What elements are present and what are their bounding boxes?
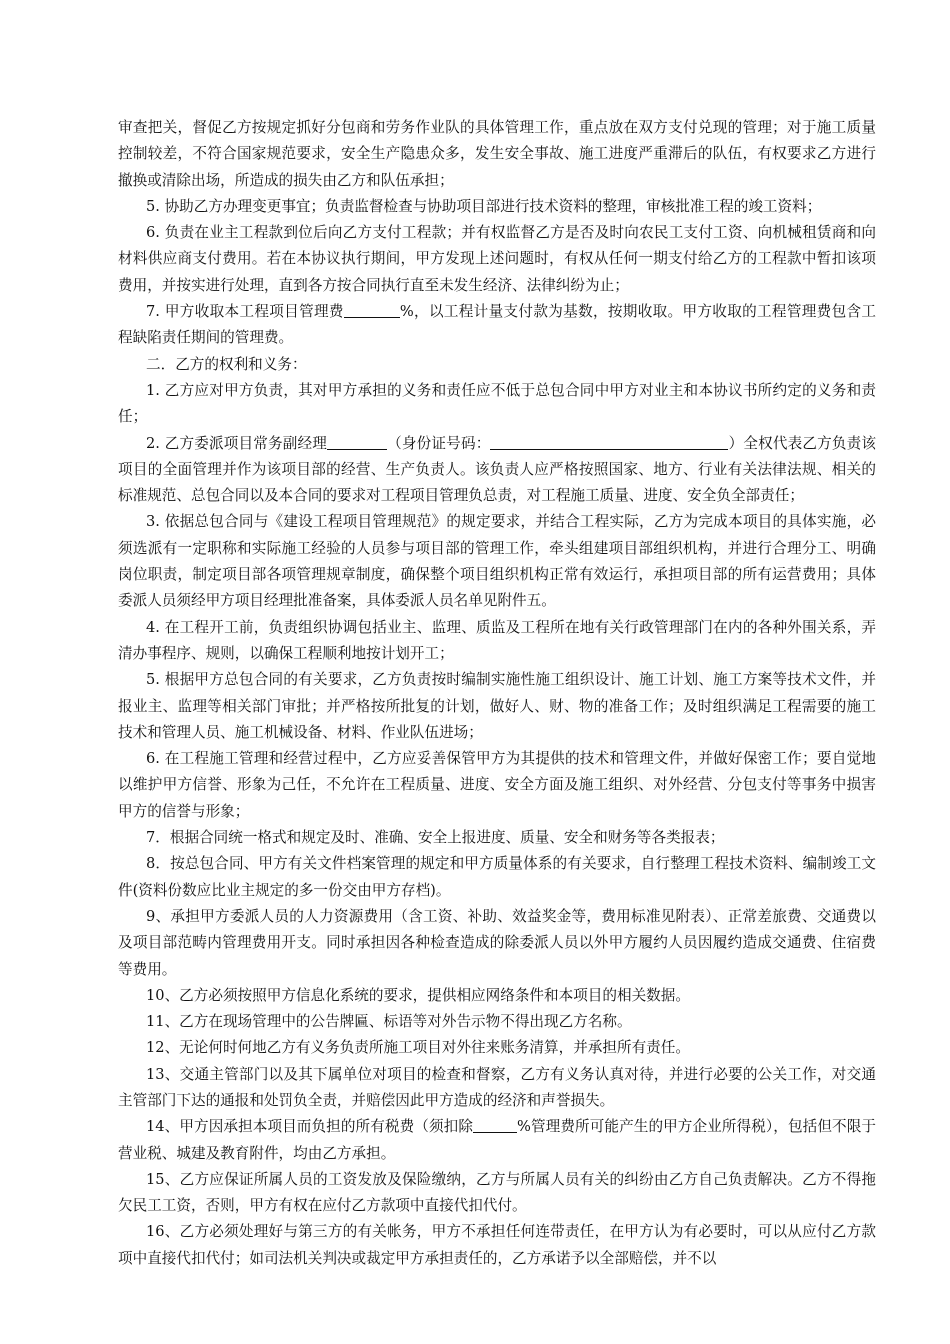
item-14-text-after: %管理费所可能产生的甲方企业所得税），包括但不限于营业税、城建及教育附件，均由乙方承担。 <box>118 1118 876 1162</box>
deputy-manager-name-blank <box>327 434 387 450</box>
paragraph-supervision-continued: 审查把关，督促乙方按规定抓好分包商和劳务作业队的具体管理工作，重点放在双方支付兑现的管理；对于施工质量控制较差，不符合国家规范要求，安全生产隐患众多，发生安全事故、施工进度严重滞后的队伍，有权要求乙方进行撤换或清除出场，所造成的损失由乙方和队伍承担； <box>118 119 876 189</box>
tax-deduction-rate-blank <box>473 1118 517 1134</box>
paragraph-party-b-item-4: 4. 在工程开工前，负责组织协调包括业主、监理、质监及工程所在地有关行政管理部门在内的各种外围关系，弄清办事程序、规则，以确保工程顺利地按计划开工； <box>118 618 876 662</box>
item-7-text-before: 7. 甲方收取本工程项目管理费 <box>146 303 344 321</box>
paragraph-party-b-item-15: 15、乙方应保证所属人员的工资发放及保险缴纳，乙方与所属人员有关的纠纷由乙方自己负责解决。乙方不得拖欠民工工资，否则，甲方有权在应付乙方款项中直接代扣代付。 <box>118 1170 876 1215</box>
section-heading-party-b-rights: 二．乙方的权利和义务： <box>146 355 307 373</box>
item-2-text-after: ）全权代表乙方负责该项目的全面管理并作为该项目部的经营、生产负责人。该负责人应严格按照国家、地方、行业有关法律法规、相关的标准规范、总包合同以及本合同的要求对工程项目管理负总责，对工程施工质量、进度、安全负全部责任； <box>118 434 876 505</box>
paragraph-party-b-item-9: 9、承担甲方委派人员的人力资源费用（含工资、补助、效益奖金等，费用标准见附表）、正常差旅费、交通费以及项目部范畴内管理费用开支。同时承担因各种检查造成的除委派人员以外甲方履约人员因履约造成交通费、住宿费等费用。 <box>118 907 876 978</box>
paragraph-party-b-item-10: 10、乙方必须按照甲方信息化系统的要求，提供相应网络条件和本项目的相关数据。 <box>146 986 690 1004</box>
paragraph-party-a-item-6: 6. 负责在业主工程款到位后向乙方支付工程款；并有权监督乙方是否及时向农民工支付工资、向机械租赁商和向材料供应商支付费用。若在本协议执行期间，甲方发现上述问题时，有权从任何一期支付给乙方的工程款中暂扣该项费用，并按实进行处理，直到各方按合同执行直至未发生经济、法律纠纷为止； <box>118 224 876 294</box>
management-fee-rate-blank <box>344 302 400 318</box>
paragraph-party-b-item-1: 1. 乙方应对甲方负责，其对甲方承担的义务和责任应不低于总包合同中甲方对业主和本协议书所约定的义务和责任； <box>118 381 876 426</box>
item-14-text-before: 14、甲方因承担本项目而负担的所有税费（须扣除 <box>146 1118 474 1136</box>
paragraph-party-b-item-2 <box>118 431 876 510</box>
paragraph-party-b-item-7: 7．根据合同统一格式和规定及时、准确、安全上报进度、质量、安全和财务等各类报表； <box>146 829 725 847</box>
document-body <box>118 115 876 1272</box>
paragraph-party-b-item-6: 6. 在工程施工管理和经营过程中，乙方应妥善保管甲方为其提供的技术和管理文件，并做好保密工作；要自觉地以维护甲方信誉、形象为己任，不允许在工程质量、进度、安全方面及施工组织、对外经营、分包支付等事务中损害甲方的信誉与形象； <box>118 750 876 820</box>
paragraph-party-b-item-14 <box>118 1114 876 1167</box>
paragraph-party-b-item-3: 3. 依据总包合同与《建设工程项目管理规范》的规定要求，并结合工程实际，乙方为完成本项目的具体实施，必须选派有一定职称和实际施工经验的人员参与项目部的管理工作，牵头组建项目部组织机构，并进行合理分工、明确岗位职责，制定项目部各项管理规章制度，确保整个项目组织机构正常有效运行，承担项目部的所有运营费用；具体委派人员须经甲方项目经理批准备案，具体委派人员名单见附件五。 <box>118 513 876 610</box>
id-number-blank <box>490 434 728 450</box>
paragraph-party-b-item-8: 8．按总包合同、甲方有关文件档案管理的规定和甲方质量体系的有关要求，自行整理工程技术资料、编制竣工文件(资料份数应比业主规定的多一份交由甲方存档)。 <box>118 855 876 899</box>
paragraph-party-b-item-16: 16、乙方必须处理好与第三方的有关帐务，甲方不承担任何连带责任，在甲方认为有必要时，可以从应付乙方款项中直接代扣代付；如司法机关判决或裁定甲方承担责任的，乙方承诺予以全部赔偿，并不以 <box>118 1223 876 1267</box>
item-2-text-middle: （身份证号码： <box>387 434 491 452</box>
paragraph-party-a-item-7 <box>118 299 876 352</box>
paragraph-party-b-item-5: 5. 根据甲方总包合同的有关要求，乙方负责按时编制实施性施工组织设计、施工计划、施工方案等技术文件，并报业主、监理等相关部门审批；并严格按所批复的计划，做好人、财、物的准备工作；及时组织满足工程需要的施工技术和管理人员、施工机械设备、材料、作业队伍进场； <box>118 671 876 741</box>
paragraph-party-b-item-11: 11、乙方在现场管理中的公告牌匾、标语等对外告示物不得出现乙方名称。 <box>146 1013 632 1031</box>
paragraph-party-a-item-5: 5. 协助乙方办理变更事宜；负责监督检查与协助项目部进行技术资料的整理，审核批准工程的竣工资料； <box>146 197 822 215</box>
item-2-text-before: 2. 乙方委派项目常务副经理 <box>146 434 328 452</box>
paragraph-party-b-item-12: 12、无论何时何地乙方有义务负责所施工项目对外往来账务清算，并承担所有责任。 <box>146 1039 690 1057</box>
item-7-text-after: %，以工程计量支付款为基数，按期收取。甲方收取的工程管理费包含工程缺陷责任期间的管理费。 <box>118 303 876 347</box>
paragraph-party-b-item-13: 13、交通主管部门以及其下属单位对项目的检查和督察，乙方有义务认真对待，并进行必要的公关工作，对交通主管部门下达的通报和处罚负全责，并赔偿因此甲方造成的经济和声誉损失。 <box>118 1065 876 1109</box>
